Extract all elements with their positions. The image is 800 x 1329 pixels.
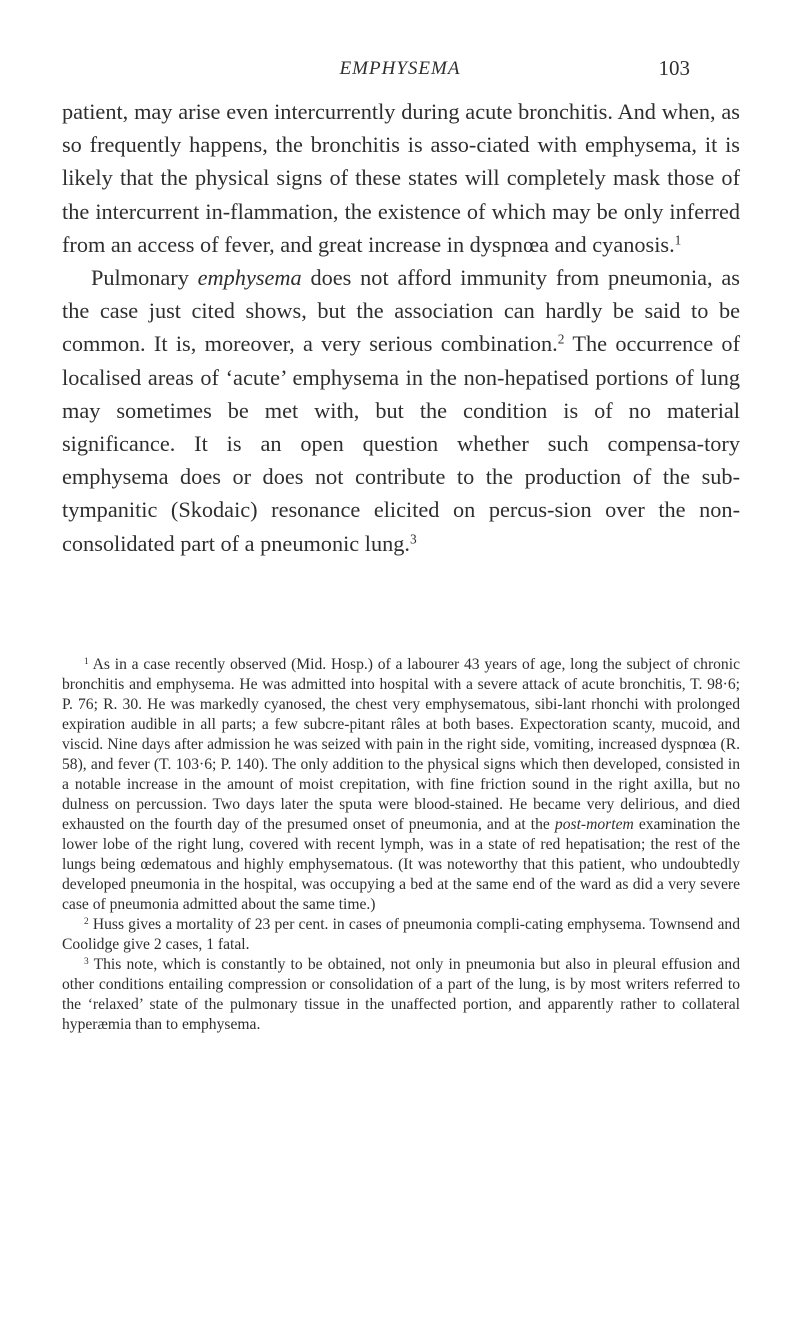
paragraph-2 [62, 261, 740, 560]
footnote-3-mark: 3 [84, 956, 89, 967]
footnote-1 [62, 655, 740, 915]
paragraph-1 [62, 95, 740, 261]
footnote-1-continuation: examination the lower lobe of the right lung, covered with recent lymph, was in a state of red hepatisation; the rest of the lungs being œdematous and highly emphysematous. (It was noteworthy that this patient, who undoubtedly developed pneumonia in the hospital, was occupying a bed at the same end of the ward as did a very severe case of pneumonia admitted about the same time.) [62, 816, 740, 913]
paragraph-2-continuation: The occurrence of localised areas of ‘acute’ emphysema in the non-hepatised portions of lung may sometimes be met with, but the condition is of no material significance. It is an open question whether such compensa-tory emphysema does or does not contribute to the production of the sub-tympanitic (Skodaic) resonance elicited on percus-sion over the non-consolidated part of a pneumonic lung. [62, 331, 740, 556]
footnote-1-emphasis: post-mortem [554, 816, 634, 833]
paragraph-2-emphasis: emphysema [197, 265, 302, 291]
footnote-ref-1: 1 [674, 232, 682, 248]
footnote-ref-2: 2 [557, 332, 565, 348]
running-title: EMPHYSEMA [339, 58, 461, 79]
footnote-ref-3: 3 [410, 531, 417, 547]
page-number: 103 [658, 56, 690, 80]
footnotes [62, 655, 740, 1035]
footnote-3 [62, 955, 740, 1035]
footnote-2 [62, 915, 740, 955]
footnote-3-text: This note, which is constantly to be obtained, not only in pneumonia but also in pleural effusion and other conditions entailing compression or consolidation of a part of the lung, is by most writers referred to the ‘relaxed’ state of the pulmonary tissue in the unaffected portion, and apparently rather to collateral hyperæmia than to emphysema. [62, 956, 740, 1033]
paragraph-1-text: patient, may arise even intercurrently during acute bronchitis. And when, as so frequently happens, the bronchitis is asso-ciated with emphysema, it is likely that the physical signs of these states will completely mask those of the intercurrent in-flammation, the existence of which may be only inferred from an access of fever, and great increase in dyspnœa and cyanosis. [62, 99, 740, 257]
footnote-2-text: Huss gives a mortality of 23 per cent. in cases of pneumonia compli-cating emphysema. Townsend and Coolidge give 2 cases, 1 fatal. [62, 916, 740, 953]
running-head [0, 54, 800, 82]
paragraph-2-lead: Pulmonary [91, 265, 198, 291]
footnote-2-mark: 2 [84, 916, 89, 927]
footnote-1-text: As in a case recently observed (Mid. Hosp.) of a labourer 43 years of age, long the subject of chronic bronchitis and emphysema. He was admitted into hospital with a severe attack of acute bronchitis, T. 98·6; P. 76; R. 30. He was markedly cyanosed, the chest very emphysematous, sibi-lant rhonchi with prolonged expiration audible in all parts; a few subcre-pitant râles at both bases. Expectoration scanty, mucoid, and viscid. Nine days after admission he was seized with pain in the right side, vomiting, increased dyspnœa (R. 58), and fever (T. 103·6; P. 140). The only addition to the physical signs which then developed, consisted in a notable increase in the amount of moist crepitation, with fine friction sound in the right axilla, but no dulness on percussion. Two days later the sputa were blood-stained. He became very delirious, and died exhausted on the fourth day of the presumed onset of pneumonia, and at the [62, 656, 740, 833]
paragraph-2-text: does not afford immunity from pneumonia, as the case just cited shows, but the association can hardly be said to be common. It is, moreover, a very serious combination. [62, 265, 740, 357]
body-text [62, 95, 740, 560]
footnote-1-mark: 1 [84, 656, 89, 667]
